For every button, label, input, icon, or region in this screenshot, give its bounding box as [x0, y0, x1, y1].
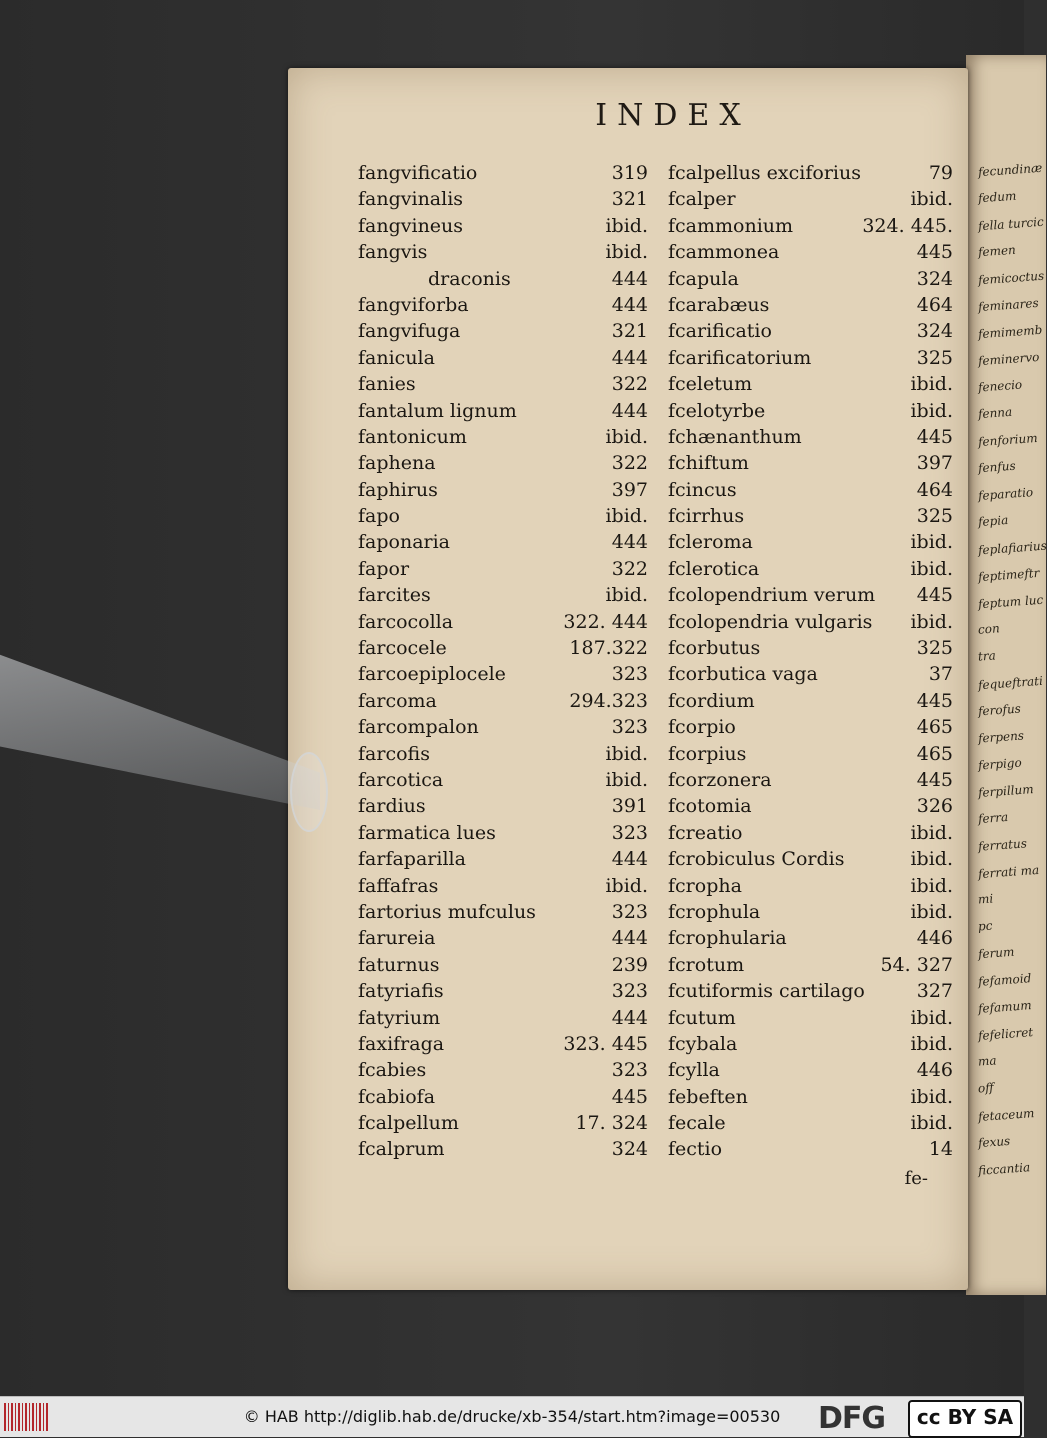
index-term: fcorpius — [668, 742, 747, 765]
index-page-ref: 323 — [611, 900, 648, 923]
index-term: fcalpellus exciforius — [668, 162, 861, 184]
index-term: fanicula — [358, 346, 435, 369]
index-entry — [358, 398, 648, 424]
index-page-ref: 321 — [611, 320, 648, 343]
index-entry — [668, 1005, 953, 1031]
index-page-ref: 444 — [611, 927, 648, 950]
index-page-ref: 445 — [916, 689, 953, 712]
facing-page-term: ferpens — [977, 728, 1025, 746]
index-entry — [668, 213, 953, 239]
index-entry — [668, 582, 953, 608]
index-page-ref: ibid. — [910, 1032, 953, 1055]
facing-page-term: ficcantia — [977, 1160, 1031, 1178]
index-term: fangviforba — [358, 293, 469, 316]
index-term: fcorpio — [668, 716, 736, 739]
index-term: farcompalon — [358, 716, 479, 739]
index-term: fchænanthum — [668, 425, 802, 448]
index-entry — [668, 556, 953, 582]
index-page-ref: 464 — [916, 293, 953, 316]
index-term: farcoepiplocele — [358, 663, 506, 686]
index-entry — [668, 318, 953, 344]
index-entry — [358, 371, 648, 397]
index-entry — [358, 1136, 648, 1162]
index-page-ref: ibid. — [605, 241, 648, 264]
index-entry — [358, 239, 648, 265]
index-entry — [358, 873, 648, 899]
index-page-ref: 324. 445. — [862, 214, 953, 237]
index-entry — [358, 318, 648, 344]
index-term: fceletum — [668, 373, 753, 396]
index-page-ref: ibid. — [910, 188, 953, 211]
index-page-ref: 324 — [611, 1138, 648, 1161]
index-page-ref: ibid. — [605, 768, 648, 791]
index-page-ref: 325 — [916, 346, 953, 369]
index-entry — [668, 978, 953, 1004]
index-entry — [358, 1057, 648, 1083]
index-page-ref: ibid. — [910, 874, 953, 897]
facing-page-term: fexus — [977, 1133, 1011, 1151]
index-page-ref: 445 — [916, 241, 953, 264]
index-term: fcybala — [668, 1032, 738, 1055]
facing-page-term: fenforium — [977, 430, 1039, 450]
index-page-ref: ibid. — [910, 373, 953, 396]
index-term: fanies — [358, 373, 416, 396]
index-page-ref: ibid. — [605, 584, 648, 607]
facing-page-term: fefamum — [977, 998, 1033, 1016]
index-page-ref: ibid. — [910, 557, 953, 580]
index-term: faturnus — [358, 953, 440, 976]
index-term: fantonicum — [358, 425, 467, 448]
index-page-ref: 322. 444 — [563, 610, 648, 633]
index-term: febeften — [668, 1085, 748, 1108]
index-term: fcropha — [668, 874, 742, 897]
index-page-ref: 187.322 — [569, 637, 648, 660]
index-term: fcrophula — [668, 900, 761, 923]
index-page-ref: 323. 445 — [563, 1032, 648, 1055]
index-entry — [358, 186, 648, 212]
index-entry — [668, 529, 953, 555]
index-entry — [668, 793, 953, 819]
index-term: fcorzonera — [668, 768, 772, 791]
index-entry — [358, 503, 648, 529]
index-entry — [668, 160, 953, 186]
index-entry — [668, 424, 953, 450]
dfg-logo[interactable]: DFG — [818, 1401, 886, 1436]
index-page-ref: 324 — [916, 267, 953, 290]
index-entry — [358, 450, 648, 476]
index-term: fcutiformis cartilago — [668, 980, 865, 1003]
index-entry — [668, 345, 953, 371]
index-page-ref: 444 — [611, 848, 648, 871]
index-entry — [358, 1110, 648, 1136]
index-page-ref: ibid. — [910, 900, 953, 923]
index-entry — [668, 688, 953, 714]
index-page-ref: ibid. — [910, 399, 953, 422]
index-page-ref: 445 — [611, 1085, 648, 1108]
index-entry — [358, 635, 648, 661]
index-page-ref: 322 — [611, 557, 648, 580]
index-entry — [668, 952, 953, 978]
index-page-ref: ibid. — [605, 214, 648, 237]
index-term: fcarificatio — [668, 320, 772, 343]
index-page-ref: 79 — [928, 162, 953, 184]
index-term: fapo — [358, 505, 400, 528]
facing-page-term: feptum luc — [977, 592, 1044, 612]
index-entry — [668, 450, 953, 476]
index-page-ref: 325 — [916, 505, 953, 528]
index-page-ref: 17. 324 — [575, 1112, 648, 1135]
index-entry — [358, 345, 648, 371]
facing-page-term: pc — [977, 918, 993, 934]
index-term: fcylla — [668, 1059, 720, 1082]
index-page-ref: 37 — [928, 663, 953, 686]
index-page-ref: 323 — [611, 821, 648, 844]
index-term: fangvineus — [358, 214, 464, 237]
index-entry — [358, 741, 648, 767]
facing-page-term: fenecio — [977, 377, 1023, 395]
index-page-ref: 14 — [928, 1138, 953, 1161]
index-term: fcorbutica vaga — [668, 663, 818, 686]
index-page-ref: 397 — [611, 478, 648, 501]
index-term: fatyriafis — [358, 980, 444, 1003]
index-page-ref: ibid. — [910, 610, 953, 633]
index-page-ref: ibid. — [605, 874, 648, 897]
index-page-ref: 322 — [611, 373, 648, 396]
index-entry — [358, 793, 648, 819]
index-entry — [358, 925, 648, 951]
index-entry — [358, 1084, 648, 1110]
index-term: fcelotyrbe — [668, 399, 766, 422]
index-entry — [358, 609, 648, 635]
index-term: fcorbutus — [668, 637, 761, 660]
index-entry — [668, 503, 953, 529]
index-term: fcabiofa — [358, 1085, 436, 1108]
index-page-ref: 445 — [916, 584, 953, 607]
facing-page-term: feminares — [977, 295, 1040, 315]
index-page-ref: ibid. — [910, 1112, 953, 1135]
index-term: farcocolla — [358, 610, 454, 633]
index-entry — [358, 899, 648, 925]
index-entry — [668, 1057, 953, 1083]
facing-page-term: ferpigo — [977, 755, 1023, 773]
facing-page-term: femen — [977, 242, 1017, 260]
index-term: faxifraga — [358, 1032, 445, 1055]
index-term: fapor — [358, 557, 410, 580]
index-term: farcoma — [358, 689, 437, 712]
index-term: fangvifuga — [358, 320, 461, 343]
facing-page — [966, 55, 1046, 1295]
facing-page-term: off — [977, 1080, 995, 1096]
index-page-ref: 323 — [611, 663, 648, 686]
index-term: faffafras — [358, 874, 439, 897]
index-entry — [358, 714, 648, 740]
index-entry — [358, 767, 648, 793]
index-term: farmatica lues — [358, 821, 496, 844]
index-term: fangvinalis — [358, 188, 464, 211]
index-entry — [358, 160, 648, 186]
index-term: draconis — [428, 267, 511, 290]
index-page-ref: 446 — [916, 1059, 953, 1082]
index-entry — [668, 186, 953, 212]
index-page-ref: ibid. — [605, 425, 648, 448]
facing-page-term: mi — [977, 891, 994, 907]
index-entry — [668, 820, 953, 846]
index-term: farcites — [358, 584, 431, 607]
index-term: fcrophularia — [668, 927, 787, 950]
index-term: farfaparilla — [358, 848, 466, 871]
index-entry — [668, 925, 953, 951]
index-entry — [358, 556, 648, 582]
index-entry — [668, 635, 953, 661]
index-column-left — [358, 160, 648, 1163]
index-entry — [358, 292, 648, 318]
index-entry — [668, 714, 953, 740]
index-term: fcarificatorium — [668, 346, 812, 369]
index-entry — [668, 846, 953, 872]
facing-page-term: ferpillum — [977, 782, 1035, 800]
facing-page-term: ferrati ma — [977, 862, 1040, 882]
index-page-ref: 391 — [611, 795, 648, 818]
index-page-ref: 239 — [611, 953, 648, 976]
index-page-ref: 327 — [916, 980, 953, 1003]
facing-page-term: fefamoid — [977, 971, 1032, 989]
index-entry — [668, 1136, 953, 1162]
index-term: fcalprum — [358, 1138, 445, 1161]
index-term: fcrotum — [668, 953, 745, 976]
index-page-ref: ibid. — [605, 505, 648, 528]
index-term: farcotica — [358, 768, 444, 791]
facing-page-term: ma — [977, 1053, 998, 1069]
index-page-ref: 445 — [916, 768, 953, 791]
index-page-ref: 444 — [611, 399, 648, 422]
index-page-ref: 322 — [611, 452, 648, 475]
index-page-ref: ibid. — [910, 848, 953, 871]
facing-page-term: fecundinæ — [977, 160, 1043, 180]
index-page-ref: ibid. — [910, 1085, 953, 1108]
index-entry — [358, 661, 648, 687]
facing-page-term: feptimeftr — [977, 565, 1040, 585]
facing-page-term: feplafiarius — [977, 538, 1047, 558]
index-page-ref: 321 — [611, 188, 648, 211]
index-term: farcocele — [358, 637, 447, 660]
index-term: fcammonium — [668, 214, 794, 237]
index-page-ref: 444 — [611, 531, 648, 554]
index-term: faphirus — [358, 478, 438, 501]
index-entry — [668, 398, 953, 424]
index-page-ref: ibid. — [910, 1006, 953, 1029]
index-entry — [668, 873, 953, 899]
index-term: fcincus — [668, 478, 737, 501]
index-page-ref: 323 — [611, 980, 648, 1003]
index-column-right — [668, 160, 953, 1163]
page-holder-tip — [290, 752, 328, 832]
index-page-ref: 397 — [916, 452, 953, 475]
index-page-ref: 444 — [611, 267, 648, 290]
index-page-ref: 445 — [916, 425, 953, 448]
facing-page-term: fetaceum — [977, 1106, 1035, 1124]
facing-page-term: fenfus — [977, 458, 1017, 476]
index-entry — [668, 899, 953, 925]
facing-page-term: fedum — [977, 188, 1017, 206]
index-term: fclerotica — [668, 557, 760, 580]
index-term: fcarabæus — [668, 293, 770, 316]
index-term: fectio — [668, 1138, 723, 1161]
index-term: fcolopendrium verum — [668, 584, 876, 607]
index-term: fantalum lignum — [358, 399, 517, 422]
facing-page-term: femicoctus — [977, 268, 1045, 288]
index-term: fangvis — [358, 241, 428, 264]
index-entry — [358, 688, 648, 714]
index-entry — [358, 978, 648, 1004]
index-term: fcolopendria vulgaris — [668, 610, 873, 633]
facing-page-term: ferum — [977, 944, 1015, 962]
facing-page-term: fella turcic — [977, 214, 1045, 234]
footer-credit-link[interactable]: © HAB http://diglib.hab.de/drucke/xb-354/start.htm?image=00530 — [243, 1407, 781, 1426]
index-term: fcammonea — [668, 241, 780, 264]
page-title: INDEX — [595, 98, 751, 133]
page-holder-wand — [0, 640, 320, 810]
index-term: fcabies — [358, 1059, 427, 1082]
index-entry — [668, 767, 953, 793]
viewer-footer — [0, 1396, 1024, 1437]
facing-page-term: femimemb — [977, 322, 1043, 342]
index-page-ref: ibid. — [605, 742, 648, 765]
index-term: fcreatio — [668, 821, 743, 844]
index-entry — [668, 741, 953, 767]
index-entry — [358, 529, 648, 555]
index-term: fcutum — [668, 1006, 736, 1029]
index-page-ref: 324 — [916, 320, 953, 343]
index-page-ref: 444 — [611, 346, 648, 369]
facing-page-term: fefelicret — [977, 1025, 1034, 1043]
index-entry — [358, 266, 648, 292]
index-term: fardius — [358, 795, 426, 818]
index-page-ref: 444 — [611, 1006, 648, 1029]
index-entry — [668, 661, 953, 687]
index-page-ref: ibid. — [910, 531, 953, 554]
index-term: faponaria — [358, 531, 451, 554]
index-page-ref: 465 — [916, 716, 953, 739]
index-entry — [668, 1110, 953, 1136]
index-page-ref: 465 — [916, 742, 953, 765]
book-page — [288, 68, 968, 1290]
index-entry — [668, 292, 953, 318]
index-page-ref: 323 — [611, 1059, 648, 1082]
index-page-ref: 444 — [611, 293, 648, 316]
index-term: fcapula — [668, 267, 739, 290]
index-entry — [668, 371, 953, 397]
index-term: fcleroma — [668, 531, 753, 554]
index-term: fcordium — [668, 689, 755, 712]
facing-page-term: tra — [977, 648, 997, 664]
index-term: fcalpellum — [358, 1112, 459, 1135]
index-page-ref: 294.323 — [569, 689, 648, 712]
facing-page-term: con — [977, 621, 1001, 637]
facing-page-term: fepia — [977, 512, 1009, 530]
index-term: fangvificatio — [358, 162, 478, 184]
index-entry — [358, 820, 648, 846]
index-entry — [358, 582, 648, 608]
facing-page-term: fequeftrati — [977, 673, 1044, 693]
index-term: fecale — [668, 1112, 726, 1135]
index-entry — [668, 609, 953, 635]
index-entry — [358, 477, 648, 503]
index-entry — [358, 213, 648, 239]
index-entry — [668, 1031, 953, 1057]
index-term: fartorius mufculus — [358, 900, 536, 923]
index-entry — [668, 239, 953, 265]
index-page-ref: 326 — [916, 795, 953, 818]
index-term: faphena — [358, 452, 436, 475]
index-term: fcirrhus — [668, 505, 745, 528]
index-page-ref: 319 — [611, 162, 648, 184]
index-entry — [358, 1005, 648, 1031]
facing-page-term: ferofus — [977, 701, 1022, 719]
index-entry — [358, 1031, 648, 1057]
index-page-ref: 464 — [916, 478, 953, 501]
index-entry — [668, 477, 953, 503]
index-term: fatyrium — [358, 1006, 441, 1029]
index-page-ref: 323 — [611, 716, 648, 739]
facing-page-term: feminervo — [977, 349, 1040, 369]
index-term: farureia — [358, 927, 436, 950]
index-page-ref: 325 — [916, 637, 953, 660]
index-term: fchiftum — [668, 452, 749, 475]
cc-license-icon[interactable]: cc BY SA — [908, 1400, 1022, 1438]
index-page-ref: ibid. — [910, 821, 953, 844]
index-term: fcrobiculus Cordis — [668, 848, 845, 871]
index-term: farcofis — [358, 742, 430, 765]
index-term: fcotomia — [668, 795, 752, 818]
facing-page-term: fenna — [977, 404, 1013, 422]
index-term: fcalper — [668, 188, 736, 211]
index-page-ref: 54. 327 — [880, 953, 953, 976]
facing-page-term: ferratus — [977, 836, 1028, 854]
facing-page-term: feparatio — [977, 485, 1034, 503]
index-entry — [358, 952, 648, 978]
index-entry — [668, 1084, 953, 1110]
index-entry — [668, 266, 953, 292]
index-entry — [358, 424, 648, 450]
index-page-ref: 446 — [916, 927, 953, 950]
catchword: fe- — [904, 1168, 928, 1189]
facing-page-term: ferra — [977, 809, 1009, 827]
index-entry — [358, 846, 648, 872]
